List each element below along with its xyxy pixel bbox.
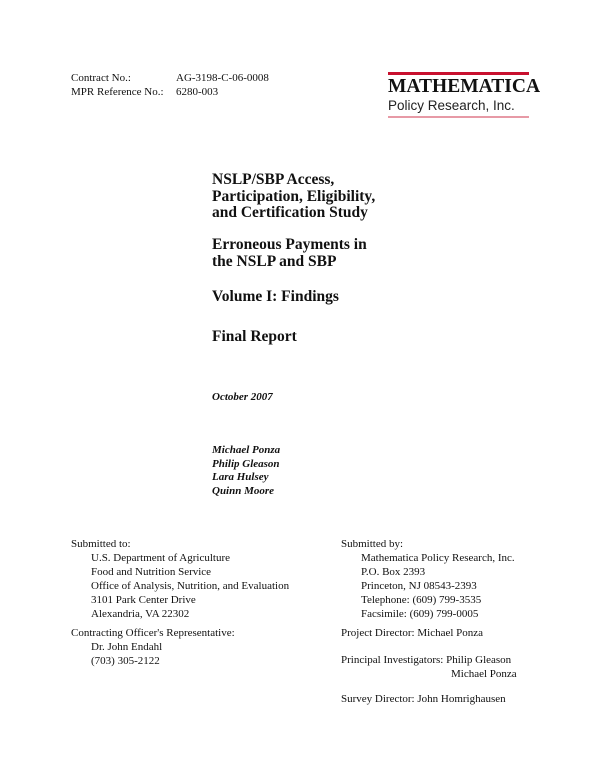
logo-bottom-rule bbox=[388, 116, 529, 118]
author: Michael Ponza bbox=[212, 444, 281, 456]
subtitle-line: the NSLP and SBP bbox=[212, 252, 337, 270]
author: Philip Gleason bbox=[212, 457, 280, 470]
title-line: and Certification Study bbox=[212, 204, 368, 221]
report-subtitle bbox=[212, 237, 367, 270]
title-line: Participation, Eligibility, bbox=[212, 187, 376, 205]
author: Quinn Moore bbox=[212, 484, 275, 497]
cor-line: Dr. John Endahl bbox=[91, 641, 163, 653]
project-director: Project Director: Michael Ponza bbox=[341, 627, 484, 639]
address-line: Alexandria, VA 22302 bbox=[91, 608, 190, 620]
address-line: Telephone: (609) 799-3535 bbox=[361, 594, 482, 606]
report-type: Final Report bbox=[212, 328, 297, 345]
mathematica-logo bbox=[388, 72, 541, 118]
cor-label: Contracting Officer's Representative: bbox=[71, 627, 235, 639]
mpr-value: 6280-003 bbox=[176, 86, 219, 98]
contract-value: AG-3198-C-06-0008 bbox=[176, 72, 269, 84]
address-line: Princeton, NJ 08543-2393 bbox=[361, 580, 477, 592]
logo-subtitle: Policy Research, Inc. bbox=[388, 98, 515, 113]
cor-block bbox=[71, 626, 235, 668]
title-line: NSLP/SBP Access, bbox=[212, 171, 335, 188]
address-line: Food and Nutrition Service bbox=[91, 566, 212, 578]
address-line: Mathematica Policy Research, Inc. bbox=[361, 552, 515, 564]
cor-line: (703) 305-2122 bbox=[91, 655, 160, 667]
address-line: Office of Analysis, Nutrition, and Evaluation bbox=[91, 580, 290, 592]
report-date: October 2007 bbox=[212, 391, 273, 403]
address-line: U.S. Department of Agriculture bbox=[91, 552, 230, 564]
principal-investigators: Principal Investigators: Philip Gleason bbox=[341, 654, 512, 666]
mpr-label: MPR Reference No.: bbox=[71, 86, 164, 98]
report-title bbox=[212, 172, 375, 222]
submitted-by-label: Submitted by: bbox=[341, 538, 404, 550]
logo-name: MATHEMATICA bbox=[388, 76, 541, 97]
address-line: Facsimile: (609) 799-0005 bbox=[361, 608, 479, 620]
contract-label: Contract No.: bbox=[71, 72, 131, 84]
authors bbox=[212, 444, 280, 498]
principal-investigator-2: Michael Ponza bbox=[451, 668, 517, 680]
address-line: P.O. Box 2393 bbox=[361, 566, 426, 578]
survey-director: Survey Director: John Homrighausen bbox=[341, 693, 506, 705]
submitted-to bbox=[71, 537, 289, 621]
volume-title: Volume I: Findings bbox=[212, 288, 339, 305]
submitted-by bbox=[341, 537, 515, 621]
subtitle-line: Erroneous Payments in bbox=[212, 236, 367, 253]
submitted-to-label: Submitted to: bbox=[71, 538, 131, 550]
logo-top-rule bbox=[388, 72, 529, 75]
author: Lara Hulsey bbox=[212, 471, 269, 483]
address-line: 3101 Park Center Drive bbox=[91, 594, 196, 606]
